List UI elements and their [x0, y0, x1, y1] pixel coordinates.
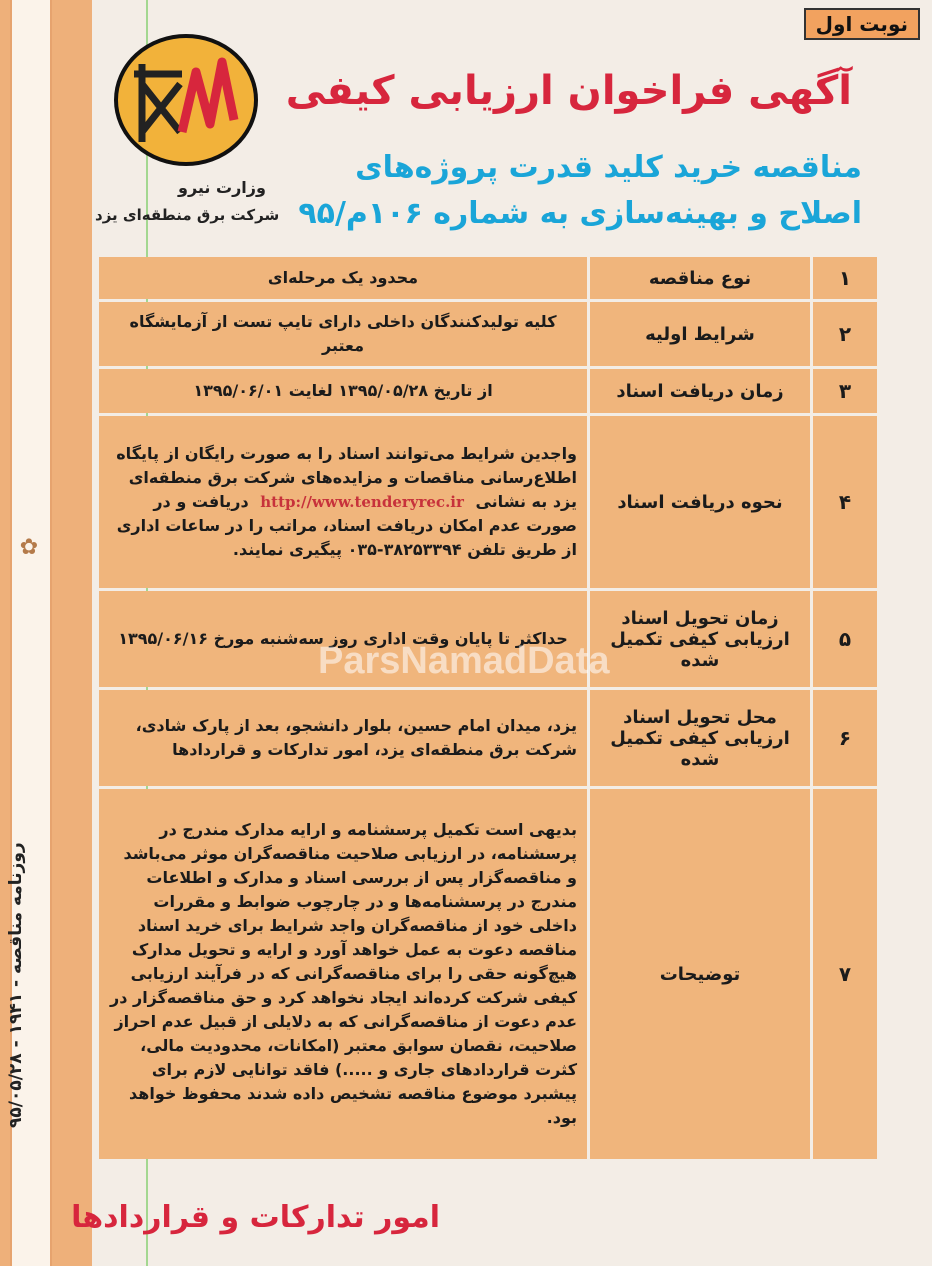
publication-round-badge: نوبت اول	[804, 8, 920, 40]
row-value: کلیه تولیدکنندگان داخلی دارای تایپ تست از آزمایشگاه معتبر	[99, 302, 587, 366]
table-row	[99, 257, 877, 299]
page-title: آگهی فراخوان ارزیابی کیفی	[285, 68, 852, 114]
table-row	[99, 416, 877, 588]
row-label: نحوه دریافت اسناد	[590, 416, 810, 588]
footer-department: امور تدارکات و قراردادها	[71, 1200, 440, 1235]
row-number: ۴	[813, 416, 877, 588]
row-label: زمان تحویل اسناد ارزیابی کیفی تکمیل شده	[590, 591, 810, 687]
row-value: محدود یک مرحله‌ای	[99, 257, 587, 299]
table-row	[99, 369, 877, 413]
row-value	[99, 416, 587, 588]
row-value: از تاریخ ۱۳۹۵/۰۵/۲۸ لغایت ۱۳۹۵/۰۶/۰۱	[99, 369, 587, 413]
row-label: توضیحات	[590, 789, 810, 1159]
row-value-text: واجدین شرایط می‌توانند اسناد را به صورت رایگان از پایگاه اطلاع‌رسانی مناقصات و مزایده‌های شرکت برق منطقه‌ای یزد به نشانی	[116, 444, 577, 511]
ministry-name: وزارت نیرو	[178, 178, 266, 197]
row-value: بدیهی است تکمیل پرسشنامه و ارایه مدارک مندرج در پرسشنامه، در ارزیابی صلاحیت مناقصه‌گران موثر می‌باشد و مناقصه‌گزار پس از بررسی اسناد و مدارک و اطلاعات مندرج در پرسشنامه‌ها و در چارچوب ضوابط و مقررات داخلی خود از مناقصه‌گران واجد شرایط برای خرید اسناد مناقصه دعوت به عمل خواهد آورد و ارایه و تحویل مدارک هیچ‌گونه حقی را برای مناقصه‌گرانی که در فرآیند ارزیابی کیفی شرکت کرده‌اند ایجاد نخواهد کرد و حق مناقصه‌گزار در عدم دعوت از مناقصه‌گرانی که به دلایلی از قبیل عدم احراز صلاحیت، نقصان سوابق معتبر (امکانات، محدودیت مالی، کثرت قراردادهای جاری و .....) فاقد توانایی لازم برای پیشبرد موضوع مناقصه تشخیص داده شدند محفوظ خواهد بود.	[99, 789, 587, 1159]
ornament-icon: ✿	[19, 535, 39, 560]
row-label: زمان دریافت اسناد	[590, 369, 810, 413]
tender-details-table	[96, 254, 880, 1162]
table-row	[99, 302, 877, 366]
row-number: ۳	[813, 369, 877, 413]
row-value: حداکثر تا پایان وقت اداری روز سه‌شنبه مورخ ۱۳۹۵/۰۶/۱۶	[99, 591, 587, 687]
row-label: نوع مناقصه	[590, 257, 810, 299]
watermark-text: ParsNamadData	[318, 640, 610, 682]
table-row	[99, 690, 877, 786]
subtitle-line-1: مناقصه خرید کلید قدرت پروژه‌های	[355, 150, 862, 185]
row-value-text: دریافت و در صورت عدم امکان دریافت اسناد، مراتب را در ساعات اداری از طریق تلفن ۳۸۲۵۳۳۹۴-۰۳۵ پیگیری نمایند.	[116, 492, 577, 559]
row-value: یزد، میدان امام حسین، بلوار دانشجو، بعد از پارک شادی، شرکت برق منطقه‌ای یزد، امور تدارکات و قراردادها	[99, 690, 587, 786]
row-number: ۶	[813, 690, 877, 786]
row-label: محل تحویل اسناد ارزیابی کیفی تکمیل شده	[590, 690, 810, 786]
row-number: ۷	[813, 789, 877, 1159]
company-name: شرکت برق منطقه‌ای یزد	[95, 206, 280, 224]
row-number: ۲	[813, 302, 877, 366]
ministry-logo-icon	[112, 32, 260, 168]
table-row	[99, 789, 877, 1159]
newspaper-side-text: روزنامه مناقصه - ۱۹۴۱ - ۹۵/۰۵/۲۸	[6, 842, 26, 1128]
row-number: ۱	[813, 257, 877, 299]
row-label: شرایط اولیه	[590, 302, 810, 366]
row-number: ۵	[813, 591, 877, 687]
subtitle-line-2: اصلاح و بهینه‌سازی به شماره ۱۰۶م/۹۵	[298, 196, 862, 231]
tender-site-link[interactable]: http://www.tenderyrec.ir	[260, 493, 464, 511]
